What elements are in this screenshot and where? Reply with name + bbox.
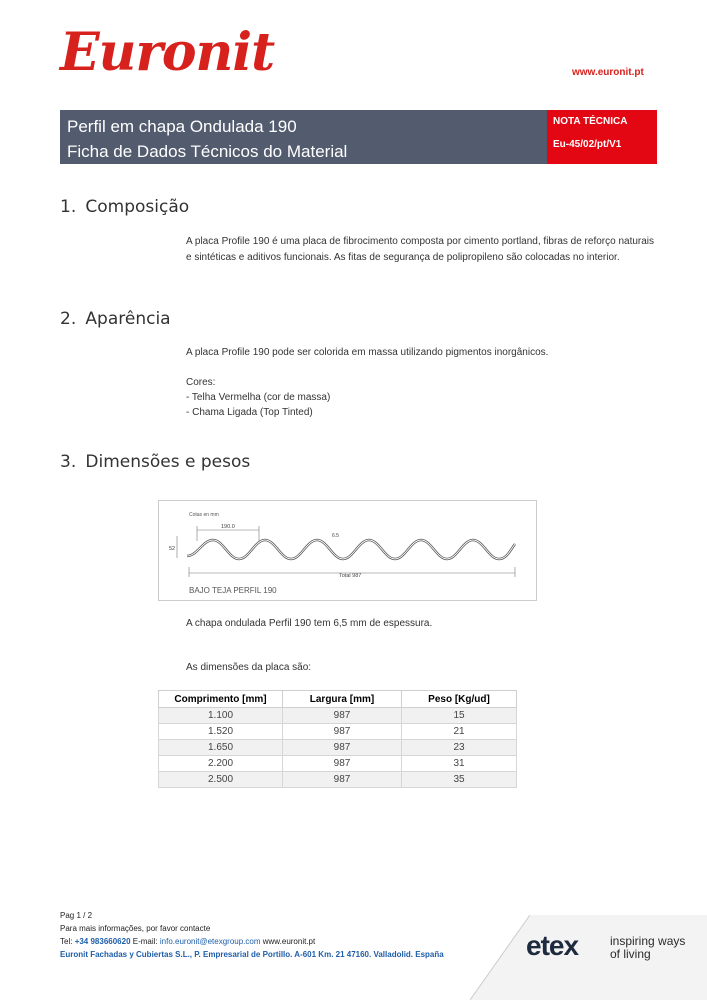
pitch-label: 190.0 — [221, 524, 235, 530]
section-heading-composicao — [60, 197, 189, 217]
table-row — [159, 708, 517, 724]
euronit-logo: Euronit — [60, 22, 275, 83]
contact-details — [60, 937, 315, 946]
column-header-width: Largura [mm] — [283, 691, 402, 708]
table-cell: 987 — [283, 772, 402, 788]
email-label: E-mail: — [132, 937, 158, 946]
table-row — [159, 724, 517, 740]
color-item: - Telha Vermelha (cor de massa) — [186, 392, 331, 403]
section-number: 3. — [60, 452, 77, 472]
total-label: Total 987 — [339, 573, 362, 579]
contact-line: Para mais informações, por favor contacte — [60, 924, 211, 933]
document-subtitle: Ficha de Dados Técnicos do Material — [67, 142, 348, 161]
section-number: 1. — [60, 197, 77, 217]
table-row — [159, 756, 517, 772]
table-cell: 987 — [283, 724, 402, 740]
table-cell: 987 — [283, 708, 402, 724]
units-note: Cotas en mm — [189, 512, 219, 518]
section-heading-aparencia — [60, 309, 171, 329]
table-cell: 15 — [402, 708, 517, 724]
section-heading-dimensoes — [60, 452, 250, 472]
table-row — [159, 772, 517, 788]
tel-link[interactable]: +34 983660620 — [74, 937, 131, 946]
note-code: Eu-45/02/pt/V1 — [553, 139, 622, 150]
company-address: Euronit Fachadas y Cubiertas S.L., P. Empresarial de Portillo. A-601 Km. 21 47160. Valladolid. España — [60, 950, 444, 959]
tel-label: Tel: — [60, 937, 73, 946]
profile-drawing — [159, 501, 536, 600]
column-header-weight: Peso [Kg/ud] — [402, 691, 517, 708]
table-row — [159, 740, 517, 756]
table-header-row — [159, 691, 517, 708]
table-cell: 2.500 — [159, 772, 283, 788]
appearance-text: A placa Profile 190 pode ser colorida em massa utilizando pigmentos inorgânicos. — [186, 347, 549, 358]
table-cell: 987 — [283, 740, 402, 756]
height-label: 52 — [169, 546, 176, 552]
column-header-length: Comprimento [mm] — [159, 691, 283, 708]
table-cell: 31 — [402, 756, 517, 772]
table-cell: 1.520 — [159, 724, 283, 740]
table-cell: 23 — [402, 740, 517, 756]
footer-website[interactable]: www.euronit.pt — [262, 937, 316, 946]
etex-tagline — [610, 935, 685, 961]
table-cell: 1.100 — [159, 708, 283, 724]
email-link[interactable]: info.euronit@etexgroup.com — [159, 937, 261, 946]
table-cell: 35 — [402, 772, 517, 788]
thickness-text: A chapa ondulada Perfil 190 tem 6,5 mm de espessura. — [186, 618, 433, 629]
section-title: Dimensões e pesos — [85, 452, 251, 472]
composition-text: A placa Profile 190 é uma placa de fibrocimento composta por cimento portland, fibras de reforço naturais e sintéticas e aditivos funcionais. As fitas de segurança de polipropileno são colocadas no interior. — [186, 236, 655, 263]
section-title: Aparência — [85, 309, 171, 329]
section-number: 2. — [60, 309, 77, 329]
table-cell: 1.650 — [159, 740, 283, 756]
document-title: Perfil em chapa Ondulada 190 — [67, 117, 297, 136]
table-cell: 987 — [283, 756, 402, 772]
tagline-line: of living — [610, 947, 651, 961]
section-title: Composição — [85, 197, 190, 217]
colors-label: Cores: — [186, 377, 216, 388]
tagline-line: inspiring ways — [610, 934, 686, 948]
table-cell: 2.200 — [159, 756, 283, 772]
table-intro: As dimensões da placa são: — [186, 662, 312, 673]
diagram-caption: BAJO TEJA PERFIL 190 — [189, 586, 277, 595]
etex-logo: etex — [526, 930, 579, 961]
color-item: - Chama Ligada (Top Tinted) — [186, 407, 313, 418]
note-label: NOTA TÉCNICA — [553, 116, 628, 127]
dimensions-table — [158, 690, 517, 788]
website-link[interactable]: www.euronit.pt — [572, 67, 644, 78]
thickness-label: 6.5 — [332, 533, 339, 539]
page-number: Pag 1 / 2 — [60, 911, 93, 920]
profile-diagram — [158, 500, 537, 601]
table-cell: 21 — [402, 724, 517, 740]
